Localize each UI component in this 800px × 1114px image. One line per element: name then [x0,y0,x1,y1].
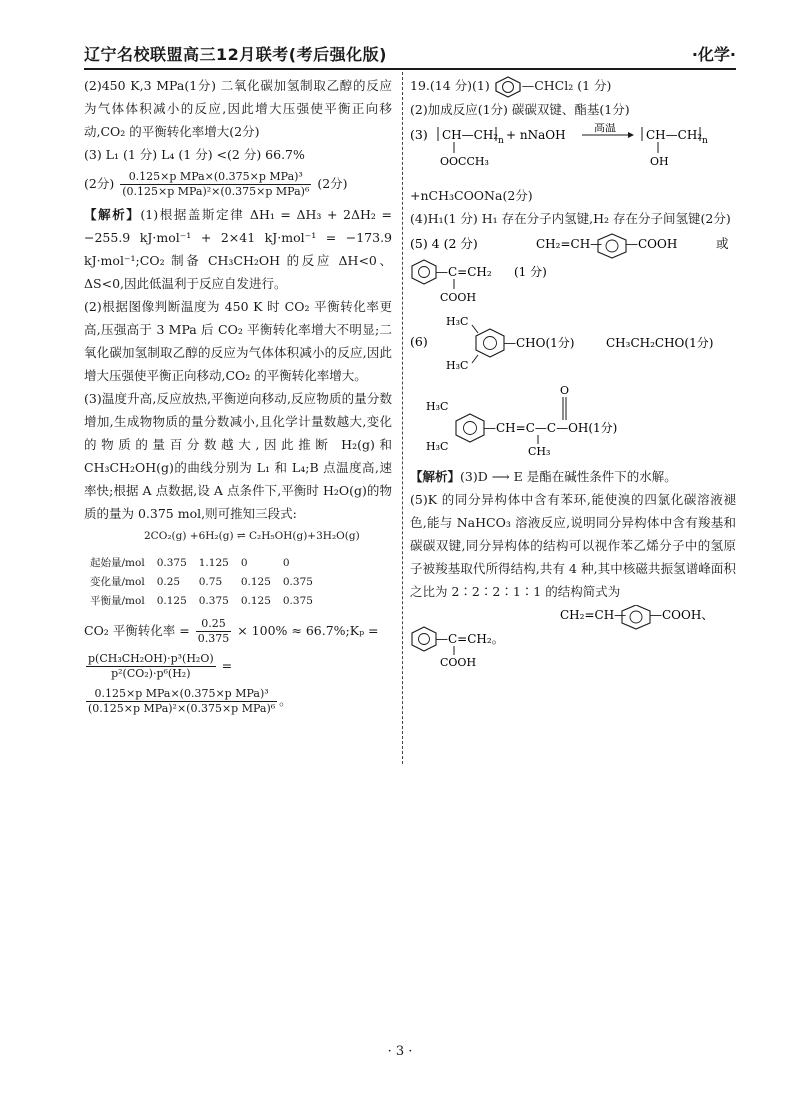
ice-row [84,554,319,573]
right-column [410,74,736,676]
page-number: · 3 · [387,1044,413,1059]
conversion-fraction [196,617,232,646]
svg-text:—COOH、: —COOH、 [650,607,714,622]
benzene-ring-icon [476,329,504,357]
fraction-denominator: p²(CO₂)·p⁶(H₂) [111,667,191,680]
ice-equation: 2CO₂(g) +6H₂(g) ⇌ C₂H₅OH(g)+3H₂O(g) [144,530,360,542]
analysis-1 [84,203,392,295]
conversion-label: CO₂ 平衡转化率 = [84,623,190,638]
ice-cell: 0.25 [156,576,181,588]
ice-cell: 0.75 [198,576,223,588]
analysis-text: (1)根据盖斯定律 ΔH₁ = ΔH₃ + 2ΔH₂ = −255.9 kJ·mol⁻¹ + 2×41 kJ·mol⁻¹ = −173.9 kJ·mol⁻¹;CO₂ 制备 CH₃CH₂OH 的反应 ΔH<0、ΔS<0,因此低温利于反应自发进行。 [84,207,392,291]
ice-cell: 0.375 [198,595,229,607]
fraction-numerator: p(CH₃CH₂OH)·p³(H₂O) [88,652,214,665]
svg-text:COOH: COOH [440,655,477,667]
svg-text:H₃C: H₃C [426,439,449,453]
answer-19-3 [410,123,736,182]
answer-19-1 [410,74,736,98]
svg-text:或: 或 [716,235,729,251]
svg-text:O: O [560,383,570,397]
svg-text:—CH=C—C—OH(1分): —CH=C—C—OH(1分) [484,420,618,435]
ice-row-label: 变化量/mol [90,576,145,588]
svg-text:CH₃CH₂CHO(1分): CH₃CH₂CHO(1分) [606,335,714,350]
score-label: (2分) [317,176,348,191]
svg-text:(6): (6) [410,333,428,349]
left-column [84,74,392,720]
analysis-19-3 [410,465,736,488]
ice-cell: 0.125 [156,595,187,607]
ice-cell: 0.375 [282,576,313,588]
kp-definition-fraction [86,652,216,681]
analysis-tag: 【解析】 [410,468,461,484]
ice-table [84,554,319,611]
conversion-result: × 100% ≈ 66.7%;Kₚ = [237,623,379,638]
answer-3-kp [84,168,392,201]
column-divider [402,72,403,764]
ice-row-label: 起始量/mol [90,557,145,569]
kp-value-fraction [86,687,277,716]
svg-text:H₃C: H₃C [446,358,469,371]
svg-text:CH₂=CH—: CH₂=CH— [560,607,627,622]
fraction-numerator: 0.25 [196,617,232,632]
svg-text:—C=CH₂。: —C=CH₂。 [436,631,504,646]
svg-text:n: n [498,135,504,146]
benzene-ring-icon [494,76,522,98]
benzene-ring-icon [412,260,436,284]
fraction-denominator: (0.125×p MPa)²×(0.375×p MPa)⁶ [122,185,310,198]
answer-19-3-tail: +nCH₃COONa(2分) [410,187,533,203]
score-label: (2分) [84,176,115,191]
question-number: 19.(14 分)(1) [410,78,490,93]
answer-3: (3) L₁ (1 分) L₄ (1 分) <(2 分) 66.7% [84,147,305,162]
conversion-line [84,615,392,648]
kp-expression: $\frac{\text{p(CH₃CH₂OH)·p³(H₂O)}}{\text{p²(CO₂)·p⁶(H₂)}}$ = [88,652,233,680]
ice-row [84,573,319,592]
polymer-hydrolysis-diagram [410,123,736,175]
ice-cell: 0 [282,557,290,569]
svg-text:CH—CH₂: CH—CH₂ [646,127,703,142]
svg-text:CH₃: CH₃ [528,444,551,456]
ice-cell: 0.375 [156,557,187,569]
kp-fraction [120,170,311,199]
ice-cell: 0.125 [240,595,271,607]
score-label: (1 分) [577,78,612,93]
svg-text:—COOH: —COOH [626,236,678,251]
analysis-2: (2)根据图像判断温度为 450 K 时 CO₂ 平衡转化率更高,压强高于 3 MPa 后 CO₂ 平衡转化率增大不明显;二氧化碳加氢制取乙醇的反应为气体体积减小的反应,因此增大压强使平衡正向移动,CO₂ 的平衡转化率增大。 [84,299,392,383]
analysis-text: (3)D ⟶ E 是酯在碱性条件下的水解。 [460,468,677,484]
analysis-19-5: (5)K 的同分异构体中含有苯环,能使溴的四氯化碳溶液褪色,能与 NaHCO₃ 溶液反应,说明同分异构体中含有羧基和碳碳双键,同分异构体的结构可以视作苯乙烯分子中的氢原子被羧基取代所得结构,共有 4 种,其中核磁共振氢谱峰面积之比为 2∶2∶2∶1∶1 的结构简式为 [410,491,736,599]
svg-text:COOH: COOH [440,290,477,304]
answer-2: (2)450 K,3 MPa(1分) 二氧化碳加氢制取乙醇的反应为气体体积减小的反应,因此增大压强使平衡正向移动,CO₂ 的平衡转化率增大(2分) [84,78,392,139]
svg-text:(5) 4 (2 分): (5) 4 (2 分) [410,235,478,251]
isomer-structures [410,232,736,304]
end-mark: 。 [279,693,292,708]
ice-cell: 0 [240,557,248,569]
ice-row-label: 平衡量/mol [90,595,145,607]
acid-structure [410,380,736,456]
ice-row [84,592,319,611]
kp-value [84,685,392,718]
ice-cell: 1.125 [198,557,229,569]
fraction-denominator: (0.125×p MPa)²×(0.375×p MPa)⁶ [88,702,276,715]
answer-19-4: (4)H₁(1 分) H₁ 存在分子内氢键,H₂ 存在分子间氢键(2分) [410,210,731,226]
analysis-3: (3)温度升高,反应放热,平衡逆向移动,反应物质的量分数增加,生成物物质的量分数减小,且化学计量数越大,变化的物质的量百分数越大,因此推断 H₂(g)和 CH₃CH₂OH(g)的曲线分别为 L₁ 和 L₄;B 点温度高,速率快;根据 A 点数据,设 A 点条件下,平衡时 H₂O(g)的物质的量为 0.375 mol,则可推知三段式: [84,391,392,521]
subject-label: ·化学· [691,45,736,64]
aldehyde-structures [410,313,736,371]
fraction-numerator: 0.125×p MPa×(0.375×p MPa)³ [86,687,277,702]
svg-text:H₃C: H₃C [426,399,449,413]
svg-text:CH₂=CH—: CH₂=CH— [536,236,603,251]
svg-text:高温: 高温 [594,122,616,134]
svg-text:H₃C: H₃C [446,314,469,328]
svg-text:—CHO(1分): —CHO(1分) [504,335,575,350]
answer-19-6b [410,380,736,463]
header-rule [84,68,736,70]
answer-label: (3) [410,126,428,142]
answer-19-2: (2)加成反应(1分) 碳碳双键、酯基(1分) [410,101,630,117]
svg-text:—C=CH₂: —C=CH₂ [436,264,492,279]
analysis-tag: 【解析】 [84,207,141,222]
svg-text:(1 分): (1 分) [514,264,547,279]
benzene-ring-icon [456,414,484,442]
ice-cell: 0.125 [240,576,271,588]
answer-19-6 [410,313,736,378]
svg-text:OOCCH₃: OOCCH₃ [440,154,489,168]
analysis-structures [410,605,736,674]
benzene-ring-icon [412,627,436,651]
svg-text:OH: OH [650,154,669,168]
ice-cell: 0.375 [282,595,313,607]
svg-text:n: n [702,135,708,146]
chem-group: —CHCl₂ [521,78,574,93]
svg-text:+ nNaOH: + nNaOH [506,127,566,142]
fraction-denominator: 0.375 [197,632,230,645]
benzene-ring-icon [598,234,626,258]
answer-19-5 [410,232,736,311]
exam-title: 辽宁名校联盟高三12月联考(考后强化版) [84,45,387,64]
fraction-numerator: 0.125×p MPa×(0.375×p MPa)³ [120,170,311,185]
page-header [84,40,736,68]
benzene-ring-icon [622,605,650,629]
isomer-structures-analysis [410,605,736,667]
svg-text:CH—CH₂: CH—CH₂ [442,127,499,142]
